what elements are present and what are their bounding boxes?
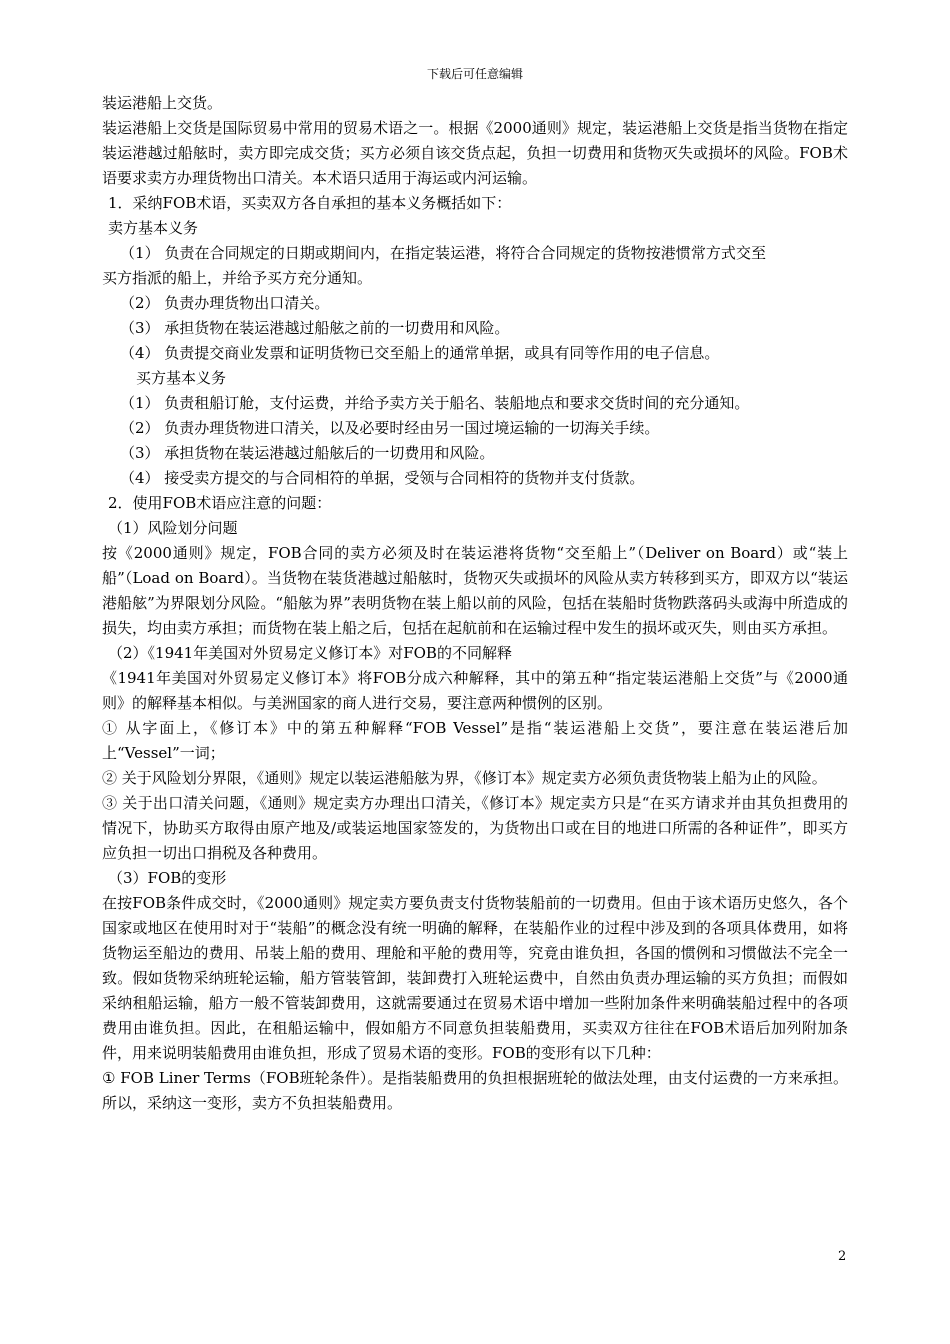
subheading: 卖方基本义务 (108, 219, 199, 237)
list-item: （4） 接受卖方提交的与合同相符的单据，受领与合同相符的货物并支付货款。 (120, 469, 645, 487)
list-item: （2） 负责办理货物出口清关。 (120, 294, 330, 312)
page-header: 下载后可任意编辑 (426, 67, 523, 81)
list-item: （2） 负责办理货物进口清关，以及必要时经由另一国过境运输的一切海关手续。 (120, 419, 660, 437)
section-heading: 2．使用FOB术语应注意的问题： (108, 494, 332, 512)
subheading: （3）FOB的变形 (108, 869, 227, 887)
list-item: （3） 承担货物在装运港越过船舷之前的一切费用和风险。 (120, 319, 510, 337)
section-heading: 1．采纳FOB术语，买卖双方各自承担的基本义务概括如下： (108, 194, 512, 212)
paragraph: ② 关于风险划分界限，《通则》规定以装运港船舷为界，《修订本》规定卖方必须负责货物装上船为止的风险。 (102, 769, 827, 787)
paragraph: ① FOB Liner Terms（FOB班轮条件）。是指装船费用的负担根据班轮的做法处理，由支付运费的一方来承担。所以，采纳这一变形，卖方不负担装船费用。 (102, 1069, 848, 1112)
paragraph: 《1941年美国对外贸易定义修订本》将FOB分成六种解释，其中的第五种“指定装运港船上交货”与《2000通则》的解释基本相似。与美洲国家的商人进行交易，要注意两种惯例的区别。 (102, 669, 848, 712)
subheading: （1）风险划分问题 (108, 519, 238, 537)
paragraph: 按《2000通则》规定，FOB合同的卖方必须及时在装运港将货物“交至船上”（Deliver on Board）或“装上船”（Load on Board）。当货物在装货港越过船舷时，货物灭失或损坏的风险从卖方转移到买方，即双方以“装运港船舷”为界限划分风险。“船舷为界”表明货物在装上船以前的风险，包括在装船时货物跌落码头或海中所造成的损失，均由卖方承担；而货物在装上船之后，包括在起航前和在运输过程中发生的损坏或灭失，则由买方承担。 (102, 544, 848, 637)
paragraph: 装运港船上交货是国际贸易中常用的贸易术语之一。根据《2000通则》规定，装运港船上交货是指当货物在指定装运港越过船舷时，卖方即完成交货；买方必须自该交货点起，负担一切费用和货物灭失或损坏的风险。FOB术语要求卖方办理货物出口清关。本术语只适用于海运或内河运输。 (102, 119, 848, 187)
subheading: 买方基本义务 (136, 369, 227, 387)
list-item: （3） 承担货物在装运港越过船舷后的一切费用和风险。 (120, 444, 495, 462)
list-item: （1） 负责租船订舱，支付运费，并给予卖方关于船名、装船地点和要求交货时间的充分通知。 (120, 394, 750, 412)
paragraph: ① 从字面上，《修订本》中的第五种解释“FOB Vessel”是指“装运港船上交货”，要注意在装运港后加上“Vessel”一词； (102, 719, 848, 762)
subheading: （2）《1941年美国对外贸易定义修订本》对FOB的不同解释 (108, 644, 512, 662)
list-item: （1） 负责在合同规定的日期或期间内，在指定装运港，将符合合同规定的货物按港惯常方式交至买方指派的船上，并给予买方充分通知。 (102, 244, 766, 287)
list-item: （4） 负责提交商业发票和证明货物已交至船上的通常单据，或具有同等作用的电子信息。 (120, 344, 720, 362)
page-number: 2 (838, 1249, 847, 1264)
document-body (102, 91, 848, 1116)
text-line: 装运港船上交货。 (102, 94, 223, 112)
paragraph: 在按FOB条件成交时，《2000通则》规定卖方要负责支付货物装船前的一切费用。但由于该术语历史悠久，各个国家或地区在使用时对于“装船”的概念没有统一明确的解释，在装船作业的过程中涉及到的各项具体费用，如将货物运至船边的费用、吊装上船的费用、理舱和平舱的费用等，究竟由谁负担，各国的惯例和习惯做法不完全一致。假如货物采纳班轮运输，船方管装管卸，装卸费打入班轮运费中，自然由负责办理运输的买方负担；而假如采纳租船运输，船方一般不管装卸费用，这就需要通过在贸易术语中增加一些附加条件来明确装船过程中的各项费用由谁负担。因此，在租船运输中，假如船方不同意负担装船费用，买卖双方往往在FOB术语后加列附加条件，用来说明装船费用由谁负担，形成了贸易术语的变形。FOB的变形有以下几种： (102, 894, 848, 1062)
paragraph: ③ 关于出口清关问题，《通则》规定卖方办理出口清关，《修订本》规定卖方只是“在买方请求并由其负担费用的情况下，协助买方取得由原产地及/或装运地国家签发的，为货物出口或在目的地进口所需的各种证件”，即买方应负担一切出口捐税及各种费用。 (102, 794, 848, 862)
